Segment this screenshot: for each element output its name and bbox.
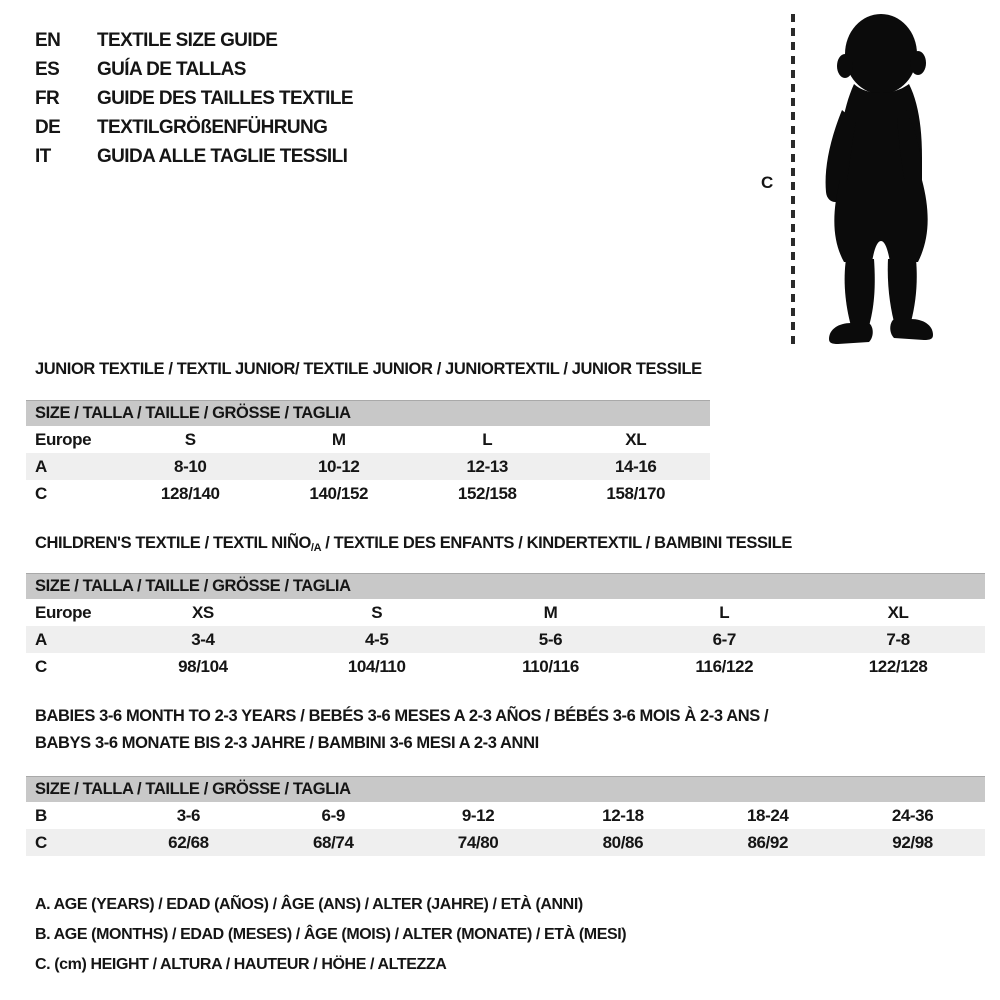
footnotes	[35, 890, 626, 980]
size-cell: 116/122	[695, 656, 754, 676]
guide-title: GUIDA ALLE TAGLIE TESSILI	[97, 145, 348, 167]
size-header-bar: SIZE / TALLA / TAILLE / GRÖSSE / TAGLIA	[26, 400, 710, 426]
row-label: Europe	[35, 429, 92, 449]
guide-title: TEXTILE SIZE GUIDE	[97, 29, 278, 51]
footnote-c: C. (cm) HEIGHT / ALTURA / HAUTEUR / HÖHE / ALTEZZA	[35, 956, 447, 973]
guide-title: TEXTILGRÖßENFÜHRUNG	[97, 116, 328, 138]
table-row-height	[26, 653, 985, 680]
size-cell: 68/74	[312, 832, 354, 852]
row-label: C	[35, 832, 47, 852]
height-dashed-line	[791, 14, 795, 346]
babies-section-title	[35, 703, 768, 757]
size-cell: 3-6	[176, 805, 201, 825]
size-cell: 5-6	[538, 629, 563, 649]
size-cell: 3-4	[191, 629, 215, 649]
table-row-height	[26, 829, 985, 856]
size-cell: 7-8	[886, 629, 910, 649]
size-cell: 158/170	[606, 483, 666, 503]
language-code: FR	[35, 87, 60, 109]
size-cell: 140/152	[309, 483, 369, 503]
language-code: DE	[35, 116, 61, 138]
height-measure-figure	[755, 8, 967, 350]
size-cell: 6-7	[712, 629, 736, 649]
size-cell: 10-12	[318, 456, 360, 476]
junior-size-table	[26, 400, 710, 507]
size-cell: XS	[191, 602, 214, 622]
size-cell: 152/158	[457, 483, 517, 503]
size-cell: 4-5	[365, 629, 389, 649]
size-cell: 110/116	[522, 656, 579, 676]
footnote-b: B. AGE (MONTHS) / EDAD (MESES) / ÂGE (MOIS) / ALTER (MONATE) / ETÀ (MESI)	[35, 926, 627, 943]
size-header-bar: SIZE / TALLA / TAILLE / GRÖSSE / TAGLIA	[26, 776, 985, 802]
language-title-list	[35, 26, 353, 171]
guide-title: GUÍA DE TALLAS	[97, 58, 246, 80]
size-cell: M	[331, 429, 346, 449]
babies-size-table	[26, 776, 985, 856]
language-row-fr	[35, 84, 353, 113]
guide-title: GUIDE DES TAILLES TEXTILE	[97, 87, 353, 109]
toddler-silhouette-icon	[805, 8, 957, 350]
size-cell: 62/68	[168, 832, 209, 852]
table-row-age	[26, 626, 985, 653]
height-c-label: C	[761, 173, 774, 192]
size-cell: 74/80	[457, 832, 499, 852]
row-label: C	[35, 656, 47, 676]
junior-section-title: JUNIOR TEXTILE / TEXTIL JUNIOR/ TEXTILE JUNIOR / JUNIORTEXTIL / JUNIOR TESSILE	[35, 360, 702, 378]
children-title-pre: CHILDREN'S TEXTILE / TEXTIL NIÑO	[35, 534, 311, 552]
children-title-sub: /A	[310, 542, 322, 554]
row-label: A	[35, 629, 47, 649]
size-cell: L	[482, 429, 493, 449]
size-cell: 92/98	[892, 832, 933, 852]
language-code: ES	[35, 58, 60, 80]
row-label: A	[35, 456, 47, 476]
size-cell: 14-16	[615, 456, 657, 476]
table-row-europe	[26, 426, 710, 453]
language-code: EN	[35, 29, 61, 51]
row-label: B	[35, 805, 47, 825]
language-row-es	[35, 55, 353, 84]
language-row-it	[35, 142, 353, 171]
size-cell: 104/110	[347, 656, 406, 676]
size-cell: 8-10	[174, 456, 207, 476]
children-title-post: / TEXTILE DES ENFANTS / KINDERTEXTIL / BAMBINI TESSILE	[321, 534, 793, 552]
table-row-months	[26, 802, 985, 829]
size-cell: 9-12	[461, 805, 495, 825]
language-row-en	[35, 26, 353, 55]
size-cell: 128/140	[160, 483, 220, 503]
size-cell: 98/104	[178, 656, 228, 676]
size-cell: 18-24	[746, 805, 789, 825]
table-row-europe	[26, 599, 985, 626]
size-cell: S	[184, 429, 196, 449]
size-cell: XL	[887, 602, 909, 622]
size-cell: 24-36	[891, 805, 934, 825]
table-row-age	[26, 453, 710, 480]
row-label: C	[35, 483, 47, 503]
table-row-height	[26, 480, 710, 507]
size-cell: 80/86	[602, 832, 644, 852]
size-header-bar: SIZE / TALLA / TAILLE / GRÖSSE / TAGLIA	[26, 573, 985, 599]
language-code: IT	[35, 145, 51, 167]
size-cell: 12-18	[602, 805, 644, 825]
children-section-title	[35, 534, 792, 554]
size-cell: S	[371, 602, 383, 622]
babies-title-line2: BABYS 3-6 MONATE BIS 2-3 JAHRE / BAMBINI 3-6 MESI A 2-3 ANNI	[35, 734, 539, 752]
babies-title-line1: BABIES 3-6 MONTH TO 2-3 YEARS / BEBÉS 3-6 MESES A 2-3 AÑOS / BÉBÉS 3-6 MOIS À 2-3 ANS /	[35, 707, 769, 725]
size-cell: 12-13	[466, 456, 508, 476]
size-cell: M	[543, 602, 558, 622]
size-cell: L	[719, 602, 730, 622]
row-label: Europe	[35, 602, 92, 622]
language-row-de	[35, 113, 353, 142]
size-cell: 86/92	[747, 832, 788, 852]
size-cell: XL	[625, 429, 647, 449]
size-cell: 6-9	[321, 805, 345, 825]
children-size-table	[26, 573, 985, 680]
footnote-a: A. AGE (YEARS) / EDAD (AÑOS) / ÂGE (ANS) / ALTER (JAHRE) / ETÀ (ANNI)	[35, 896, 583, 913]
size-cell: 122/128	[868, 656, 928, 676]
